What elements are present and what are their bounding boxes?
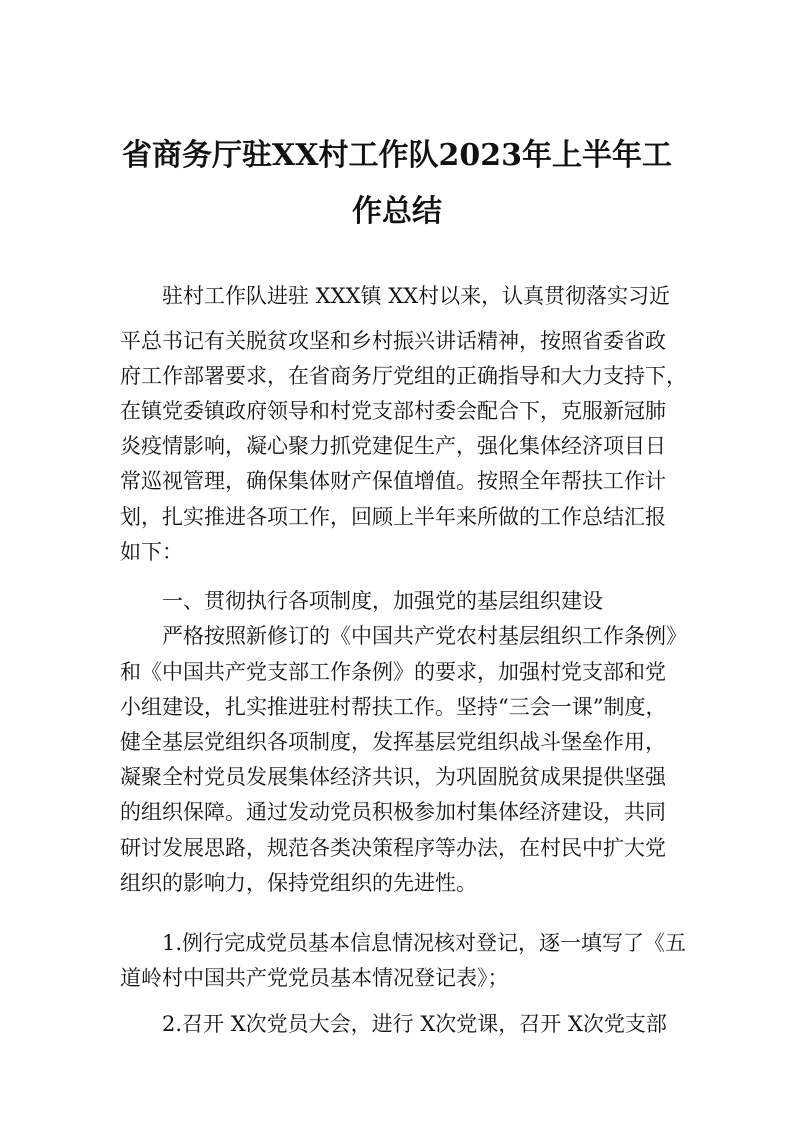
list-item: 2.召开 X次党员大会，进行 X次党课，召开 X次党支部 [162, 1012, 667, 1036]
body-line: 如下： [120, 540, 183, 564]
body-line: 小组建设，扎实推进驻村帮扶工作。坚持“三会一课”制度， [120, 695, 667, 719]
body-line: 健全基层党组织各项制度，发挥基层党组织战斗堡垒作用， [120, 730, 666, 754]
body-line: 常巡视管理，确保集体财产保值增值。按照全年帮扶工作计 [120, 469, 666, 493]
body-line: 凝聚全村党员发展集体经济共识，为巩固脱贫成果提供坚强 [120, 765, 666, 789]
document-title-line-2: 作总结 [352, 194, 442, 229]
body-line: 和《中国共产党支部工作条例》的要求，加强村党支部和党 [120, 660, 666, 684]
body-line: 研讨发展思路，规范各类决策程序等办法，在村民中扩大党 [120, 836, 666, 860]
body-line: 划，扎实推进各项工作，回顾上半年来所做的工作总结汇报 [120, 505, 666, 529]
body-line: 驻村工作队进驻 XXX镇 XX村以来，认真贯彻落实习近 [162, 284, 671, 308]
body-line: 的组织保障。通过发动党员积极参加村集体经济建设，共同 [120, 800, 666, 824]
body-line: 组织的影响力，保持党组织的先进性。 [120, 871, 477, 895]
body-line: 炎疫情影响，凝心聚力抓党建促生产，强化集体经济项目日 [120, 434, 666, 458]
body-line: 平总书记有关脱贫攻坚和乡村振兴讲话精神，按照省委省政 [120, 329, 666, 353]
list-item-continuation: 道岭村中国共产党党员基本情况登记表》； [120, 966, 509, 990]
body-line: 严格按照新修订的《中国共产党农村基层组织工作条例》 [162, 624, 687, 648]
body-line: 府工作部署要求，在省商务厅党组的正确指导和大力支持下， [120, 364, 687, 388]
list-item: 1.例行完成党员基本信息情况核对登记，逐一填写了《五 [162, 931, 687, 955]
section-heading: 一、贯彻执行各项制度，加强党的基层组织建设 [162, 589, 603, 613]
body-line: 在镇党委镇政府领导和村党支部村委会配合下，克服新冠肺 [120, 399, 666, 423]
document-title-line-1: 省商务厅驻XX村工作队2023年上半年工 [121, 138, 673, 173]
